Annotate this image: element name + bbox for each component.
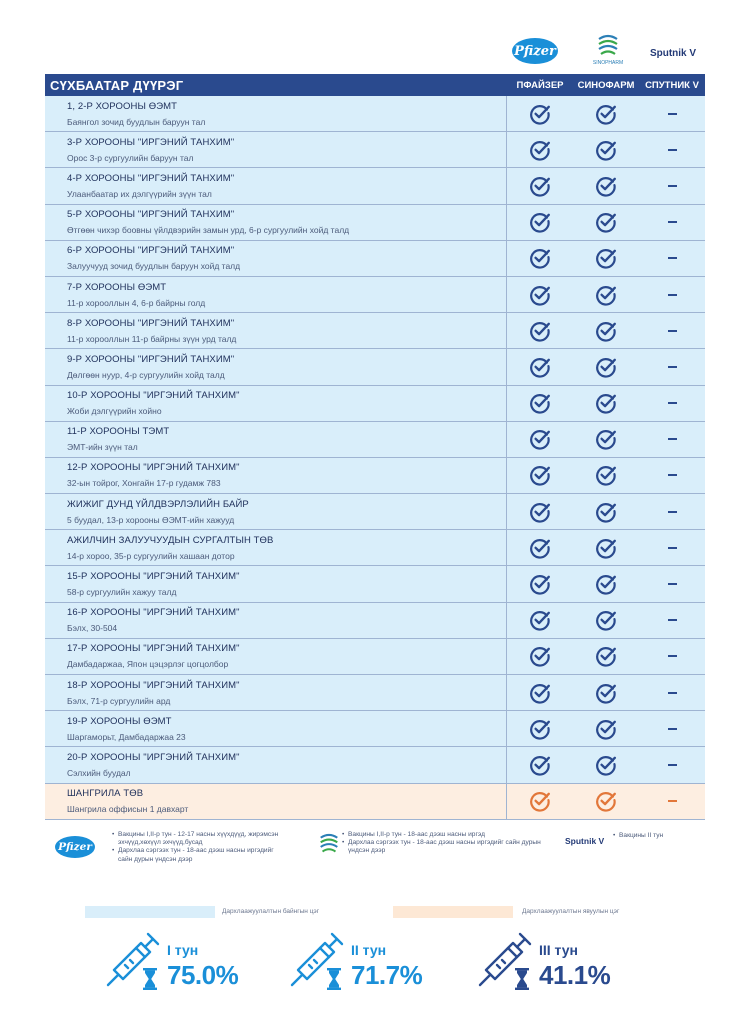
check-circle-icon [595, 392, 617, 414]
vaccination-points-table [45, 74, 705, 820]
check-circle-icon [595, 211, 617, 233]
table-row [45, 566, 705, 602]
check-circle-icon [529, 645, 551, 667]
location-address: Дамбадаржаа, Япон цэцэрлэг цогцолбор [67, 659, 229, 670]
location-address: 14-р хороо, 35-р сургуулийн хашаан дотор [67, 550, 235, 561]
availability-cell-sputnik [639, 277, 705, 312]
location-address: 11-р хорооллын 4, 6-р байрны голд [67, 297, 206, 308]
table-row [45, 603, 705, 639]
availability-cell-sinopharm [573, 639, 639, 674]
dash-icon [668, 294, 677, 296]
location-cell [45, 566, 507, 601]
location-cell [45, 349, 507, 384]
pfizer-note-2: • Дархлаа сэргээх тун - 18-аас дээш насны иргэдийг сайн дурын үндсэн дээр [112, 847, 282, 863]
location-cell [45, 96, 507, 131]
location-name: 19-Р ХОРООНЫ ӨЭМТ [67, 715, 172, 727]
dash-icon [668, 113, 677, 115]
availability-cell-sputnik [639, 132, 705, 167]
table-body [45, 96, 705, 820]
location-name: 6-Р ХОРООНЫ "ИРГЭНИЙ ТАНХИМ" [67, 245, 235, 257]
availability-cell-sinopharm [573, 494, 639, 529]
check-circle-icon [529, 284, 551, 306]
table-row [45, 784, 705, 820]
location-address: Бэлх, 71-р сургуулийн ард [67, 695, 171, 706]
availability-cell-sinopharm [573, 168, 639, 203]
table-header [45, 74, 705, 96]
availability-cell-sinopharm [573, 530, 639, 565]
check-circle-icon [529, 356, 551, 378]
location-name: 10-Р ХОРООНЫ "ИРГЭНИЙ ТАНХИМ" [67, 390, 240, 402]
availability-cell-sinopharm [573, 205, 639, 240]
availability-cell-sinopharm [573, 784, 639, 819]
availability-cell-pfizer [507, 277, 573, 312]
availability-cell-sinopharm [573, 603, 639, 638]
availability-cell-pfizer [507, 603, 573, 638]
location-address: Орос 3-р сургуулийн баруун тал [67, 152, 194, 163]
availability-cell-pfizer [507, 96, 573, 131]
check-circle-icon [595, 464, 617, 486]
availability-cell-sputnik [639, 205, 705, 240]
availability-cell-pfizer [507, 422, 573, 457]
dash-icon [668, 438, 677, 440]
sinopharm-note-2: • Дархлаа сэргээх тун - 18-аас дээш насны иргэдийг сайн дурын үндсэн дээр [342, 839, 542, 855]
availability-cell-sputnik [639, 96, 705, 131]
check-circle-icon [529, 175, 551, 197]
availability-cell-sinopharm [573, 675, 639, 710]
availability-cell-pfizer [507, 313, 573, 348]
sinopharm-note-icon [317, 832, 341, 860]
check-circle-icon [595, 609, 617, 631]
location-name: 9-Р ХОРООНЫ "ИРГЭНИЙ ТАНХИМ" [67, 353, 235, 365]
availability-cell-sinopharm [573, 566, 639, 601]
district-title: СҮХБААТАР ДҮҮРЭГ [50, 77, 184, 93]
location-name: 7-Р ХОРООНЫ ӨЭМТ [67, 281, 167, 293]
check-circle-icon [529, 682, 551, 704]
dash-icon [668, 547, 677, 549]
dash-icon [668, 149, 677, 151]
check-circle-icon [595, 537, 617, 559]
check-circle-icon [595, 284, 617, 306]
vendor-logos [500, 30, 705, 72]
location-name: АЖИЛЧИН ЗАЛУУЧУУДЫН СУРГАЛТЫН ТӨВ [67, 534, 274, 546]
availability-cell-sinopharm [573, 96, 639, 131]
availability-cell-sputnik [639, 639, 705, 674]
availability-cell-sputnik [639, 168, 705, 203]
location-address: Дөлгөөн нуур, 4-р сургуулийн хойд талд [67, 369, 225, 380]
location-cell [45, 422, 507, 457]
availability-cell-sinopharm [573, 458, 639, 493]
location-address: Баянгол зочид буудлын баруун тал [67, 116, 206, 127]
table-row [45, 711, 705, 747]
check-circle-icon [529, 428, 551, 450]
check-circle-icon [595, 428, 617, 450]
availability-cell-sinopharm [573, 349, 639, 384]
check-circle-icon [529, 573, 551, 595]
sputnik-note-logo [565, 836, 604, 846]
location-cell [45, 747, 507, 782]
check-circle-icon [595, 645, 617, 667]
availability-cell-pfizer [507, 168, 573, 203]
location-address: Залуучууд зочид буудлын баруун хойд талд [67, 261, 241, 272]
dash-icon [668, 474, 677, 476]
pfizer-note-logo-text: Pfizer [58, 841, 92, 853]
location-name: 3-Р ХОРООНЫ "ИРГЭНИЙ ТАНХИМ" [67, 136, 235, 148]
location-address: Шангрила оффисын 1 давхарт [67, 804, 189, 815]
check-circle-icon [595, 356, 617, 378]
availability-cell-pfizer [507, 241, 573, 276]
table-row [45, 494, 705, 530]
check-circle-icon [529, 790, 551, 812]
check-circle-icon [595, 320, 617, 342]
sputnik-notes-list [613, 832, 703, 840]
legend-mobile-label: Дархлаажуулалтын явуулын цэг [522, 908, 620, 915]
check-circle-icon [529, 718, 551, 740]
check-circle-icon [529, 392, 551, 414]
location-cell [45, 639, 507, 674]
location-name: 11-Р ХОРООНЫ ТЭМТ [67, 426, 170, 438]
table-row [45, 639, 705, 675]
table-row [45, 386, 705, 422]
location-cell [45, 277, 507, 312]
availability-cell-sputnik [639, 422, 705, 457]
availability-cell-sputnik [639, 675, 705, 710]
dash-icon [668, 330, 677, 332]
check-circle-icon [529, 247, 551, 269]
location-name: 18-Р ХОРООНЫ "ИРГЭНИЙ ТАНХИМ" [67, 679, 240, 691]
check-circle-icon [529, 320, 551, 342]
check-circle-icon [595, 139, 617, 161]
availability-cell-pfizer [507, 784, 573, 819]
location-address: Сэлхийн буудал [67, 767, 131, 778]
dash-icon [668, 583, 677, 585]
availability-cell-sputnik [639, 530, 705, 565]
availability-cell-pfizer [507, 639, 573, 674]
legend-permanent-label: Дархлаажуулалтын байнгын цэг [222, 908, 320, 915]
location-name: 1, 2-Р ХОРООНЫ ӨЭМТ [67, 100, 178, 112]
availability-cell-sinopharm [573, 386, 639, 421]
table-row [45, 205, 705, 241]
table-row [45, 168, 705, 204]
location-name: 17-Р ХОРООНЫ "ИРГЭНИЙ ТАНХИМ" [67, 643, 240, 655]
availability-cell-pfizer [507, 205, 573, 240]
dash-icon [668, 402, 677, 404]
location-name: ШАНГРИЛА ТӨВ [67, 788, 144, 800]
dash-icon [668, 185, 677, 187]
location-address: Бэлх, 30-504 [67, 623, 118, 634]
availability-cell-pfizer [507, 747, 573, 782]
check-circle-icon [529, 103, 551, 125]
dose-percent: 41.1% [539, 960, 611, 990]
table-row [45, 675, 705, 711]
dose-label: III тун [539, 942, 579, 958]
table-row [45, 530, 705, 566]
check-circle-icon [529, 609, 551, 631]
column-header-pfizer: ПФАЙЗЕР [516, 79, 564, 91]
availability-cell-sputnik [639, 747, 705, 782]
hourglass-icon [515, 968, 529, 990]
availability-cell-pfizer [507, 494, 573, 529]
location-cell [45, 168, 507, 203]
check-circle-icon [595, 754, 617, 776]
availability-cell-sputnik [639, 349, 705, 384]
availability-cell-sinopharm [573, 277, 639, 312]
check-circle-icon [529, 211, 551, 233]
sinopharm-note-1: • Вакцины I,II-р тун - 18-аас дээш насны иргэд [342, 831, 542, 839]
dash-icon [668, 728, 677, 730]
availability-cell-pfizer [507, 530, 573, 565]
check-circle-icon [529, 464, 551, 486]
location-cell [45, 458, 507, 493]
availability-cell-sputnik [639, 494, 705, 529]
check-circle-icon [529, 139, 551, 161]
location-cell [45, 494, 507, 529]
availability-cell-sinopharm [573, 132, 639, 167]
sinopharm-notes-list [342, 831, 542, 856]
availability-cell-sinopharm [573, 422, 639, 457]
availability-cell-pfizer [507, 566, 573, 601]
availability-cell-sinopharm [573, 711, 639, 746]
dose-percent: 71.7% [351, 960, 423, 990]
availability-cell-sputnik [639, 784, 705, 819]
pfizer-note-1: • Вакцины I,II-р тун - 12-17 насны хүүхдүүд, жирэмсэн эхчүүд,хөхүүл эхчүүд,бусад [112, 831, 282, 847]
table-row [45, 458, 705, 494]
pfizer-notes-list [112, 831, 282, 864]
availability-cell-pfizer [507, 675, 573, 710]
availability-cell-sinopharm [573, 747, 639, 782]
location-cell [45, 711, 507, 746]
sinopharm-icon [595, 33, 621, 59]
availability-cell-sinopharm [573, 313, 639, 348]
location-address: Шаргаморьт, Дамбадаржаа 23 [67, 731, 186, 742]
check-circle-icon [595, 573, 617, 595]
location-cell [45, 603, 507, 638]
hourglass-icon [327, 968, 341, 990]
dash-icon [668, 511, 677, 513]
dash-icon [668, 655, 677, 657]
availability-cell-pfizer [507, 458, 573, 493]
check-circle-icon [595, 247, 617, 269]
availability-cell-sputnik [639, 458, 705, 493]
hourglass-icon [143, 968, 157, 990]
check-circle-icon [529, 537, 551, 559]
dose-label: I тун [167, 942, 199, 958]
location-cell [45, 675, 507, 710]
check-circle-icon [595, 175, 617, 197]
table-row [45, 132, 705, 168]
availability-cell-pfizer [507, 711, 573, 746]
column-header-sputnik: СПУТНИК V [645, 79, 699, 91]
check-circle-icon [595, 682, 617, 704]
pfizer-logo [512, 38, 558, 64]
location-name: 20-Р ХОРООНЫ "ИРГЭНИЙ ТАНХИМ" [67, 751, 240, 763]
sputnik-logo [643, 40, 703, 66]
availability-cell-sinopharm [573, 241, 639, 276]
check-circle-icon [529, 754, 551, 776]
legend-permanent-swatch [85, 906, 215, 918]
legend-mobile-swatch [393, 906, 513, 918]
table-row [45, 313, 705, 349]
location-address: ЭМТ-ийн зүүн тал [67, 442, 138, 453]
dash-icon [668, 619, 677, 621]
dose-label: II тун [351, 942, 387, 958]
location-cell [45, 386, 507, 421]
availability-cell-sputnik [639, 711, 705, 746]
pfizer-note-logo [55, 836, 95, 858]
vaccine-notes [45, 826, 705, 876]
table-row [45, 422, 705, 458]
check-circle-icon [595, 501, 617, 523]
availability-cell-sputnik [639, 603, 705, 638]
location-address: 5 буудал, 13-р хорооны ӨЭМТ-ийн хажууд [67, 514, 235, 525]
table-row [45, 241, 705, 277]
availability-cell-pfizer [507, 132, 573, 167]
location-cell [45, 784, 507, 819]
availability-cell-sputnik [639, 313, 705, 348]
table-row [45, 747, 705, 783]
dash-icon [668, 366, 677, 368]
check-circle-icon [595, 790, 617, 812]
table-row [45, 277, 705, 313]
location-name: 5-Р ХОРООНЫ "ИРГЭНИЙ ТАНХИМ" [67, 209, 235, 221]
location-name: 16-Р ХОРООНЫ "ИРГЭНИЙ ТАНХИМ" [67, 607, 240, 619]
location-cell [45, 530, 507, 565]
location-name: 4-Р ХОРООНЫ "ИРГЭНИЙ ТАНХИМ" [67, 172, 235, 184]
availability-cell-sputnik [639, 386, 705, 421]
dash-icon [668, 764, 677, 766]
location-address: 32-ын тойрог, Хонгайн 17-р гудамж 783 [67, 478, 221, 489]
check-circle-icon [529, 501, 551, 523]
availability-cell-pfizer [507, 349, 573, 384]
location-name: 12-Р ХОРООНЫ "ИРГЭНИЙ ТАНХИМ" [67, 462, 240, 474]
check-circle-icon [595, 103, 617, 125]
location-address: 58-р сургуулийн хажуу талд [67, 587, 177, 598]
dose-percent: 75.0% [167, 960, 239, 990]
location-address: 11-р хорооллын 11-р байрны зүүн урд талд [67, 333, 237, 344]
location-name: ЖИЖИГ ДУНД ҮЙЛДВЭРЛЭЛИЙН БАЙР [67, 498, 249, 510]
table-row [45, 96, 705, 132]
location-address: Жоби дэлгүүрийн хойно [67, 406, 162, 417]
sputnik-note-logo-text: Sputnik V [565, 836, 605, 846]
location-name: 8-Р ХОРООНЫ "ИРГЭНИЙ ТАНХИМ" [67, 317, 235, 329]
dash-icon [668, 221, 677, 223]
dash-icon [668, 692, 677, 694]
location-cell [45, 241, 507, 276]
availability-cell-sputnik [639, 241, 705, 276]
sputnik-note-1: • Вакцины II тун [613, 832, 703, 840]
dash-icon [668, 257, 677, 259]
location-name: 15-Р ХОРООНЫ "ИРГЭНИЙ ТАНХИМ" [67, 571, 240, 583]
dash-icon [668, 800, 677, 802]
location-cell [45, 313, 507, 348]
location-cell [45, 132, 507, 167]
check-circle-icon [595, 718, 617, 740]
sinopharm-logo [588, 30, 628, 68]
location-cell [45, 205, 507, 240]
column-header-sinopharm: СИНОФАРМ [577, 79, 635, 91]
location-address: Улаанбаатар их дэлгүүрийн зүүн тал [67, 188, 212, 199]
availability-cell-sputnik [639, 566, 705, 601]
pfizer-logo-text: Pfizer [514, 43, 556, 59]
location-address: Өтгөөн чихэр боовны үйлдвэрийн замын урд, 6-р сургуулийн хойд талд [67, 225, 350, 236]
sinopharm-logo-text: SINOPHARM [592, 59, 624, 66]
sputnik-logo-text: Sputnik V [649, 47, 697, 59]
table-row [45, 349, 705, 385]
availability-cell-pfizer [507, 386, 573, 421]
